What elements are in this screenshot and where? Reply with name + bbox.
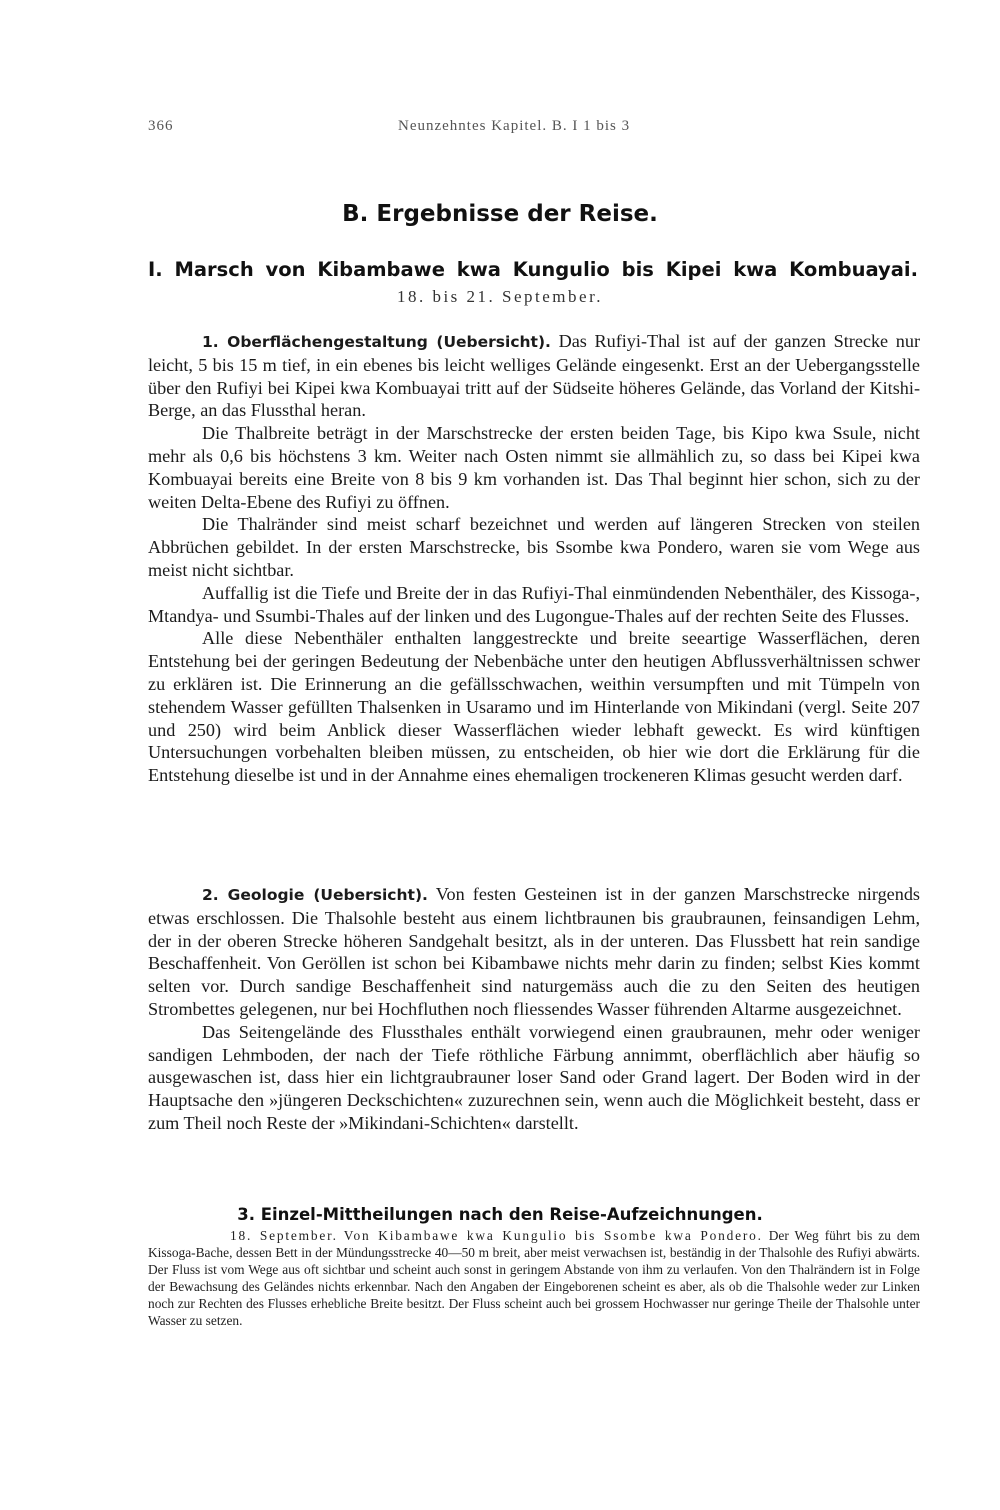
subsection-heading: 2. Geologie (Uebersicht). xyxy=(202,886,428,904)
entry-text: Der Weg führt bis zu dem Kissoga-Bache, dessen Bett in der Mündungsstrecke 40—50 m breit, aber meist verwachsen ist, beständig in der Thalsohle des Rufiyi abwärts. Der Fluss ist vom Wege aus oft sichtbar und scheint auch sonst in geringem Abstande von ihm zu verlaufen. Von den Thalrändern ist in Folge der Bewachsung des Geländes nichts erkennbar. Nach den Angaben der Eingeborenen scheint es aber, als ob die Thalsohle weder zur Linken noch zur Rechten des Flusses erhebliche Breite besitzt. Der Fluss scheint auch bei grossem Hochwasser nur geringe Theile der Thalsohle unter Wasser zu setzen. xyxy=(148,1228,920,1328)
entry-date: 18. September. xyxy=(230,1228,338,1243)
running-head: Neunzehntes Kapitel. B. I 1 bis 3 xyxy=(398,118,631,134)
paragraph: Die Thalränder sind meist scharf bezeichnet und werden auf längeren Strecken von steilen Abbrüchen gebildet. In der ersten Marschstrecke, bis Ssombe kwa Pondero, waren sie vom Wege aus meist nicht sichtbar. xyxy=(148,514,920,580)
subsection-heading: 3. Einzel-Mittheilungen nach den Reise-Aufzeichnungen. xyxy=(237,1205,763,1224)
page-number: 366 xyxy=(148,118,174,134)
paragraph-text: Das Rufiyi-Thal ist auf der ganzen Strecke nur leicht, 5 bis 15 m tief, in ein ebenes bis leicht welliges Gelände eingesenkt. Erst an der Uebergangsstelle über den Rufiyi bei Kipei kwa Kombuayai tritt auf der Südseite höheres Gelände, das Vorland der Kitshi-Berge, an das Flussthal heran. xyxy=(148,331,920,421)
diary-entry xyxy=(148,1228,920,1329)
paragraph xyxy=(148,330,920,422)
page-header xyxy=(148,118,918,142)
subsection-heading: 1. Oberflächengestaltung (Uebersicht). xyxy=(202,333,551,351)
subsection-geology xyxy=(148,883,920,1135)
subsection-surface xyxy=(148,330,920,787)
paragraph: Das Seitengelände des Flussthales enthält vorwiegend einen graubraunen, mehr oder weniger sandigen Lehmboden, der nach der Tiefe röthliche Färbung annimmt, oberflächlich aber häufig so ausgewaschen ist, dass hier ein lichtgraubrauner loser Sand oder Grand lagert. Der Boden wird in der Hauptsache den »jüngeren Deckschichten« zuzurechnen sein, wenn auch die Möglichkeit besteht, dass er zum Theil noch Reste der »Mikindani-Schichten« darstellt. xyxy=(148,1021,920,1133)
paragraph xyxy=(148,883,920,1021)
paragraph-text: Von festen Gesteinen ist in der ganzen Marschstrecke nirgends etwas erschlossen. Die Thalsohle besteht aus einem lichtbraunen bis graubraunen, feinsandigen Lehm, der in der oberen Strecke höheren Sandgehalt besitzt, als in der unteren. Das Flussbett hat rein sandige Beschaffenheit. Von Geröllen ist schon bei Kibambawe nichts mehr darin zu finden; selbst Kies kommt selten vor. Durch sandige Beschaffenheit sind naturgemäss auch die zu den Seiten des heutigen Strombettes gelegenen, nur bei Hochfluthen noch fliessendes Wasser führenden Altarme ausgezeichnet. xyxy=(148,884,921,1019)
entry-route: Von Kibambawe kwa Kungulio bis Ssombe kwa Pondero. xyxy=(343,1228,763,1243)
march-title: I. Marsch von Kibambawe kwa Kungulio bis Kipei kwa Kombuayai. xyxy=(148,258,918,281)
march-dates: 18. bis 21. September. xyxy=(396,287,604,306)
paragraph: Auffallig ist die Tiefe und Breite der in das Rufiyi-Thal einmündenden Nebenthäler, des Kissoga-, Mtandya- und Ssumbi-Thales auf der linken und des Lugongue-Thales auf der rechten Seite des Flusses. xyxy=(148,582,920,626)
section-title: B. Ergebnisse der Reise. xyxy=(342,201,658,227)
paragraph: Alle diese Nebenthäler enthalten langgestreckte und breite seeartige Wasserflächen, deren Entstehung bei der geringen Bedeutung der Nebenbäche unter den heutigen Abflussverhältnissen schwer zu erklären ist. Die Erinnerung an die gefällsschwachen, weithin versumpften und mit Tümpeln von stehendem Wasser gefüllten Thalsenken in Usaramo und im Hinterlande von Mikindani (vergl. Seite 207 und 250) wird beim Anblick dieser Wasserflächen wieder lebhaft geweckt. Es wird künftigen Untersuchungen vorbehalten bleiben müssen, zu entscheiden, ob hier wie dort die Erklärung für die Entstehung dieselbe ist und in der Annahme eines ehemaligen trockeneren Klimas gesucht werden darf. xyxy=(148,628,920,786)
paragraph: Die Thalbreite beträgt in der Marschstrecke der ersten beiden Tage, bis Kipo kwa Ssule, nicht mehr als 0,6 bis höchstens 3 km. Weiter nach Osten nimmt sie allmählich zu, so dass bei Kipei kwa Kombuayai bereits eine Breite von 8 bis 9 km vorhanden ist. Das Thal beginnt hier schon, sich zu der weiten Delta-Ebene des Rufiyi zu öffnen. xyxy=(148,423,920,512)
